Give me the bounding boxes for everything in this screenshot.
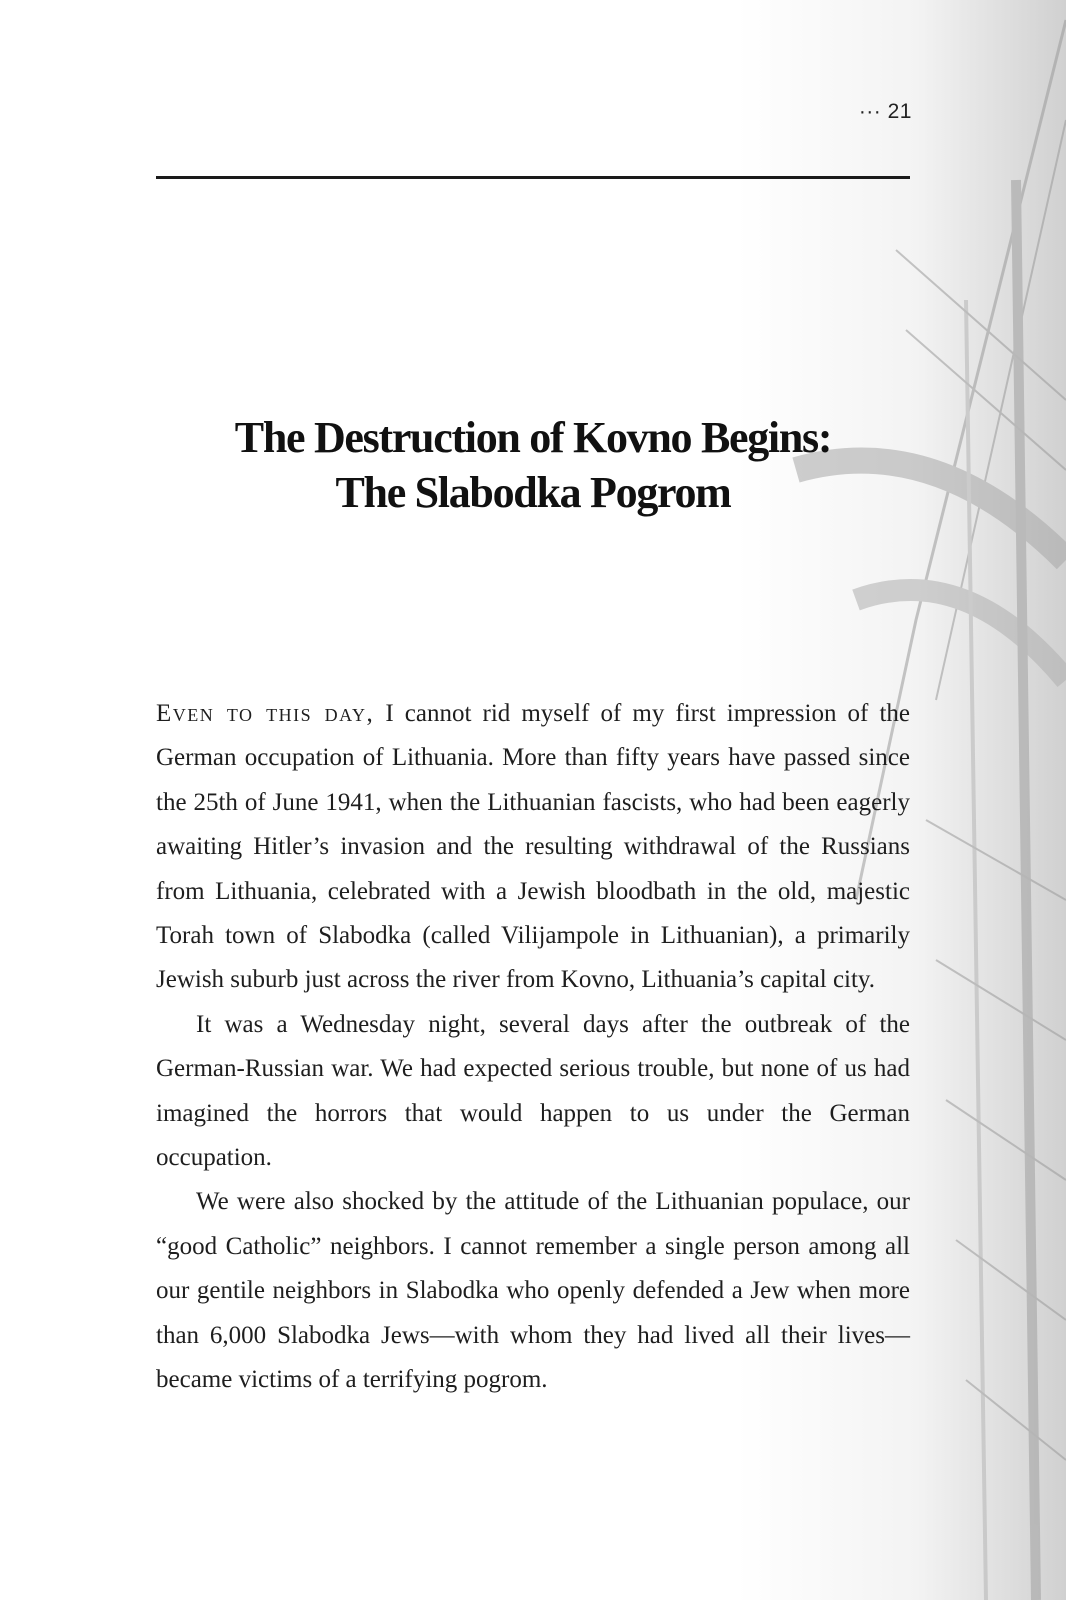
opening-smallcaps: Even to this day, [156, 700, 375, 727]
chapter-title-line-2: The Slabodka Pogrom [335, 468, 731, 517]
chapter-title-line-1: The Destruction of Kovno Begins: [234, 413, 832, 462]
paragraph-2: It was a Wednesday night, several days after the outbreak of the German-Russian war. We had expected serious trouble, but none of us had imagined the horrors that would happen to us under the German occupation. [156, 1010, 910, 1172]
page-number: ··· 21 [858, 100, 912, 123]
paragraph-1-text: I cannot rid myself of my first impression of the German occupation of Lithuania. More than fifty years have passed since the 25th of June 1941, when the Lithuanian fascists, who had been eagerly awaiting Hitler’s invasion and the resulting withdrawal of the Russians from Lithuania, celebrated with a Jewish bloodbath in the old, majestic Torah town of Slabodka (called Vilijampole in Lithuanian), a primarily Jewish suburb just across the river from Kovno, Lithuania’s capital city. [156, 700, 911, 994]
chapter-body [156, 692, 910, 1403]
chapter-title [156, 410, 910, 520]
header-rule [156, 176, 910, 179]
paragraph-3: We were also shocked by the attitude of the Lithuanian populace, our “good Catholic” neighbors. I cannot remember a single person among all our gentile neighbors in Slabodka who openly defended a Jew when more than 6,000 Slabodka Jews—with whom they had lived all their lives—became victims of a terrifying pogrom. [156, 1188, 910, 1394]
paragraph-1 [156, 692, 910, 1003]
